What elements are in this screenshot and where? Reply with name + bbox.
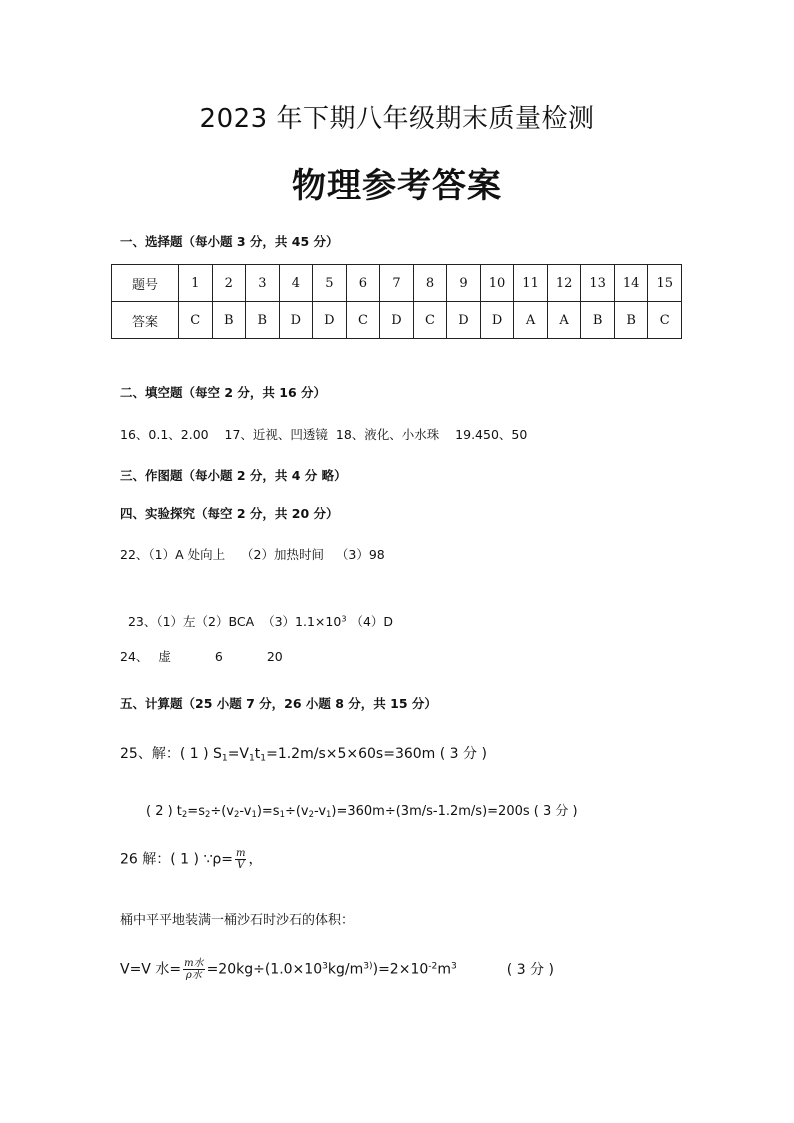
volume-fraction	[183, 958, 204, 981]
question-25-line-1	[120, 743, 487, 763]
question-26-line-1	[120, 848, 262, 871]
question-23-answer	[120, 597, 393, 630]
table-cell: 2	[212, 265, 246, 302]
table-cell: 8	[413, 265, 447, 302]
table-cell: C	[413, 302, 447, 339]
q25-text: t	[254, 746, 261, 762]
q25-subscript: 2	[181, 809, 188, 820]
q25-subscript: 1	[251, 809, 257, 820]
q25-text: -v	[239, 804, 252, 819]
table-cell: 12	[547, 265, 581, 302]
fraction-numerator: m	[235, 848, 246, 859]
q25-text: 25、解：( 1 ) S	[120, 746, 222, 762]
q25-subscript: 1	[260, 753, 267, 764]
q25-text: ÷(v	[284, 804, 309, 819]
question-24-answer	[120, 647, 283, 665]
q24-label: 24、	[120, 649, 149, 664]
table-cell: C	[179, 302, 213, 339]
q26-text: kg/m	[327, 961, 364, 978]
fraction-denominator: ρ水	[185, 970, 202, 981]
table-cell: D	[313, 302, 347, 339]
q25-text: =s	[187, 804, 205, 819]
table-header-question-number: 题号	[112, 265, 179, 302]
fraction-denominator: V	[237, 860, 245, 871]
fraction-numerator: m水	[184, 958, 204, 969]
q24-answer-a: 虚	[158, 649, 171, 664]
table-cell: 15	[648, 265, 682, 302]
answer-table	[111, 264, 682, 339]
q25-subscript: 1	[221, 753, 228, 764]
table-cell: B	[212, 302, 246, 339]
table-header-answer: 答案	[112, 302, 179, 339]
section-2-heading: 二、填空题（每空 2 分，共 16 分）	[120, 385, 327, 400]
section-1-heading: 一、选择题（每小题 3 分，共 45 分）	[120, 234, 339, 249]
fill-in-answers: 16、0.1、2.00 17、近视、凹透镜 18、液化、小水珠 19.450、50	[120, 427, 528, 442]
table-cell: 3	[246, 265, 280, 302]
document-subtitle: 物理参考答案	[292, 166, 502, 206]
q25-text: ( 2 ) t	[146, 804, 182, 819]
table-row-answers	[112, 302, 682, 339]
q26-exponent: 3)	[363, 961, 373, 972]
table-row-numbers	[112, 265, 682, 302]
table-cell: A	[514, 302, 548, 339]
table-cell: D	[279, 302, 313, 339]
q26-text: V=V 水=	[120, 961, 182, 978]
table-cell: B	[581, 302, 615, 339]
q25-subscript: 1	[326, 809, 332, 820]
q24-answer-c: 20	[266, 649, 283, 664]
q26-exponent: 3	[322, 961, 328, 972]
question-25-line-2	[146, 800, 578, 819]
q25-text: )=s	[256, 804, 280, 819]
question-22-answer: 22、（1）A 处向上 （2）加热时间 （3）98	[120, 547, 385, 562]
q25-subscript: 1	[249, 753, 255, 764]
table-cell: C	[648, 302, 682, 339]
q23-text-end: （4）D	[350, 614, 394, 629]
q25-text: -v	[313, 804, 327, 819]
table-cell: 7	[380, 265, 414, 302]
q25-text: =V	[227, 746, 249, 762]
table-cell: 9	[447, 265, 481, 302]
section-3-heading: 三、作图题（每小题 2 分，共 4 分 略）	[120, 468, 347, 483]
q26-exponent: 3	[450, 961, 457, 972]
table-cell: 5	[313, 265, 347, 302]
q25-subscript: 2	[308, 809, 314, 820]
q24-answer-b: 6	[214, 649, 223, 664]
q25-text: ÷(v	[210, 804, 235, 819]
question-26-line-3	[120, 958, 554, 981]
table-cell: D	[380, 302, 414, 339]
table-cell: 6	[346, 265, 380, 302]
document-title: 2023 年下期八年级期末质量检测	[199, 104, 595, 134]
density-fraction	[235, 848, 246, 871]
q26-text: )=2×10	[372, 961, 429, 978]
q25-subscript: 2	[204, 809, 211, 820]
table-cell: D	[447, 302, 481, 339]
q26-text: ，	[248, 851, 263, 868]
section-5-heading: 五、计算题（25 小题 7 分，26 小题 8 分，共 15 分）	[120, 696, 437, 711]
q26-score: ( 3 分 )	[506, 961, 554, 978]
table-cell: 1	[179, 265, 213, 302]
table-cell: 4	[279, 265, 313, 302]
q23-text: 23、（1）左（2）BCA （3）1.1×10	[127, 614, 342, 629]
table-cell: C	[346, 302, 380, 339]
table-cell: 11	[514, 265, 548, 302]
q26-text: 26 解：( 1 ) ∵ρ=	[120, 851, 233, 868]
table-cell: 13	[581, 265, 615, 302]
table-cell: D	[480, 302, 514, 339]
q26-text: m	[437, 961, 451, 978]
q25-subscript: 1	[279, 809, 285, 820]
table-cell: 10	[480, 265, 514, 302]
q25-text: =1.2m/s×5×60s=360m ( 3 分 )	[266, 746, 487, 762]
table-cell: 14	[614, 265, 648, 302]
q25-text: )=360m÷(3m/s-1.2m/s)=200s ( 3 分 )	[331, 804, 578, 819]
table-cell: B	[246, 302, 280, 339]
q25-subscript: 2	[234, 809, 240, 820]
table-cell: A	[547, 302, 581, 339]
table-cell: B	[614, 302, 648, 339]
question-26-line-2: 桶中平平地装满一桶沙石时沙石的体积：	[120, 913, 355, 928]
q23-exponent: 3	[341, 613, 347, 624]
q26-exponent: -2	[428, 961, 438, 972]
section-4-heading: 四、实验探究（每空 2 分，共 20 分）	[120, 506, 339, 521]
q26-text: =20kg÷(1.0×10	[206, 961, 323, 978]
